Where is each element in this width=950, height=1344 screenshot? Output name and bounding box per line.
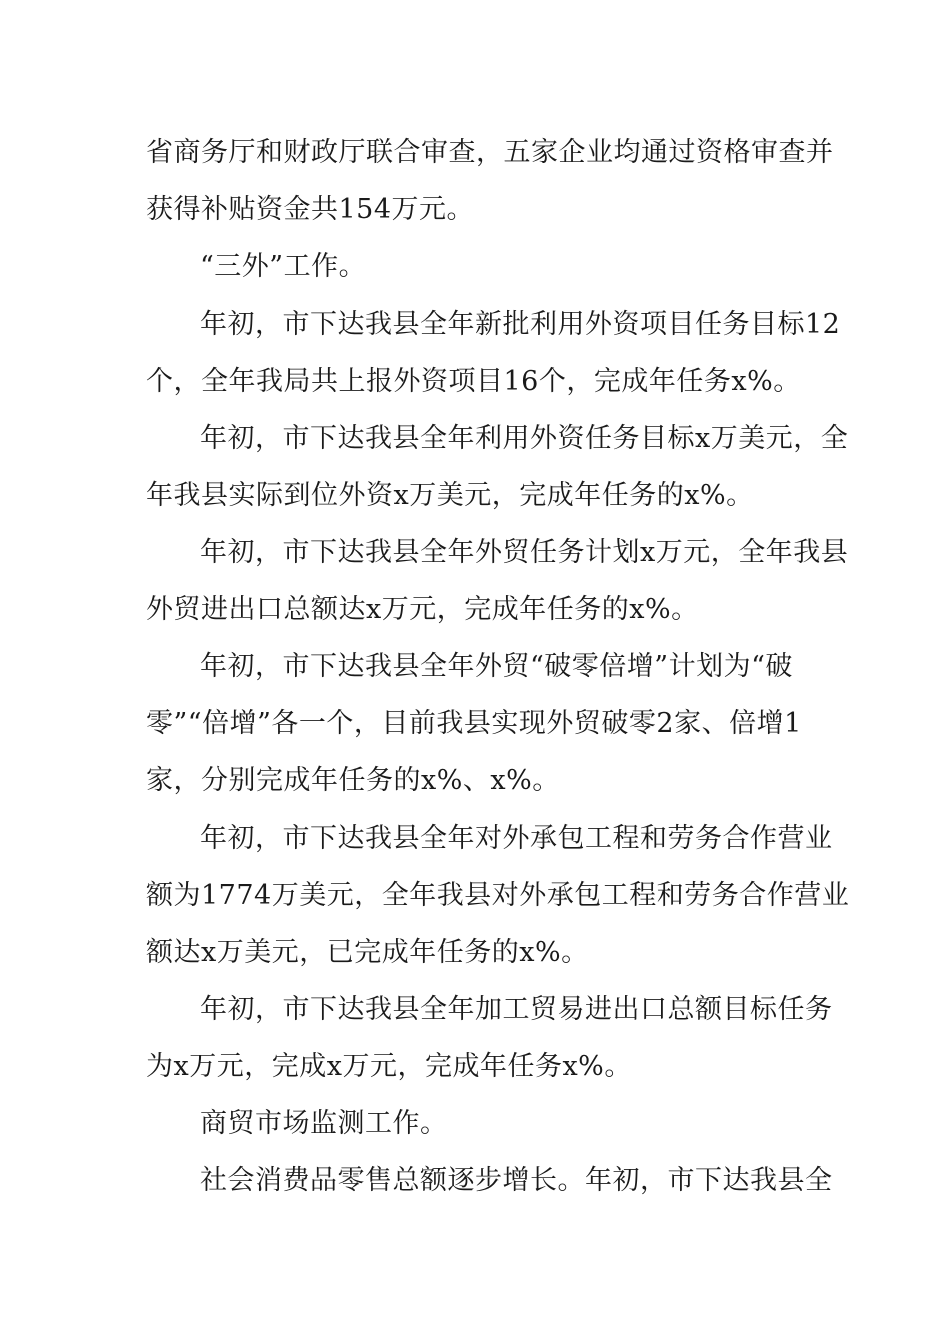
text-line: 省商务厅和财政厅联合审查，五家企业均通过资格审查并	[146, 137, 834, 168]
text-line: 额为1774万美元，全年我县对外承包工程和劳务合作营业	[146, 880, 850, 911]
text-line: 获得补贴资金共154万元。	[146, 194, 475, 225]
text-line: 年初，市下达我县全年外贸“破零倍增”计划为“破	[200, 651, 793, 682]
text-line: 为x万元，完成x万元，完成年任务x%。	[146, 1051, 632, 1082]
text-line: 年初，市下达我县全年加工贸易进出口总额目标任务	[200, 994, 833, 1025]
text-line: 家，分别完成年任务的x%、x%。	[146, 765, 560, 796]
text-line: 额达x万美元，已完成年任务的x%。	[146, 937, 589, 968]
text-line: 年初，市下达我县全年利用外资任务目标x万美元，全	[200, 423, 849, 454]
text-line: 年初，市下达我县全年对外承包工程和劳务合作营业	[200, 823, 833, 854]
text-line: 个，全年我局共上报外资项目16个，完成年任务x%。	[146, 366, 801, 397]
text-line: 零”“倍增”各一个，目前我县实现外贸破零2家、倍增1	[146, 708, 802, 739]
section-heading: “三外”工作。	[200, 251, 367, 282]
text-line: 年初，市下达我县全年新批利用外资项目任务目标12	[200, 309, 841, 340]
text-line: 社会消费品零售总额逐步增长。年初，市下达我县全	[200, 1165, 833, 1196]
text-line: 年我县实际到位外资x万美元，完成年任务的x%。	[146, 480, 754, 511]
section-heading: 商贸市场监测工作。	[200, 1108, 448, 1139]
text-line: 外贸进出口总额达x万元，完成年任务的x%。	[146, 594, 699, 625]
text-line: 年初，市下达我县全年外贸任务计划x万元，全年我县	[200, 537, 849, 568]
